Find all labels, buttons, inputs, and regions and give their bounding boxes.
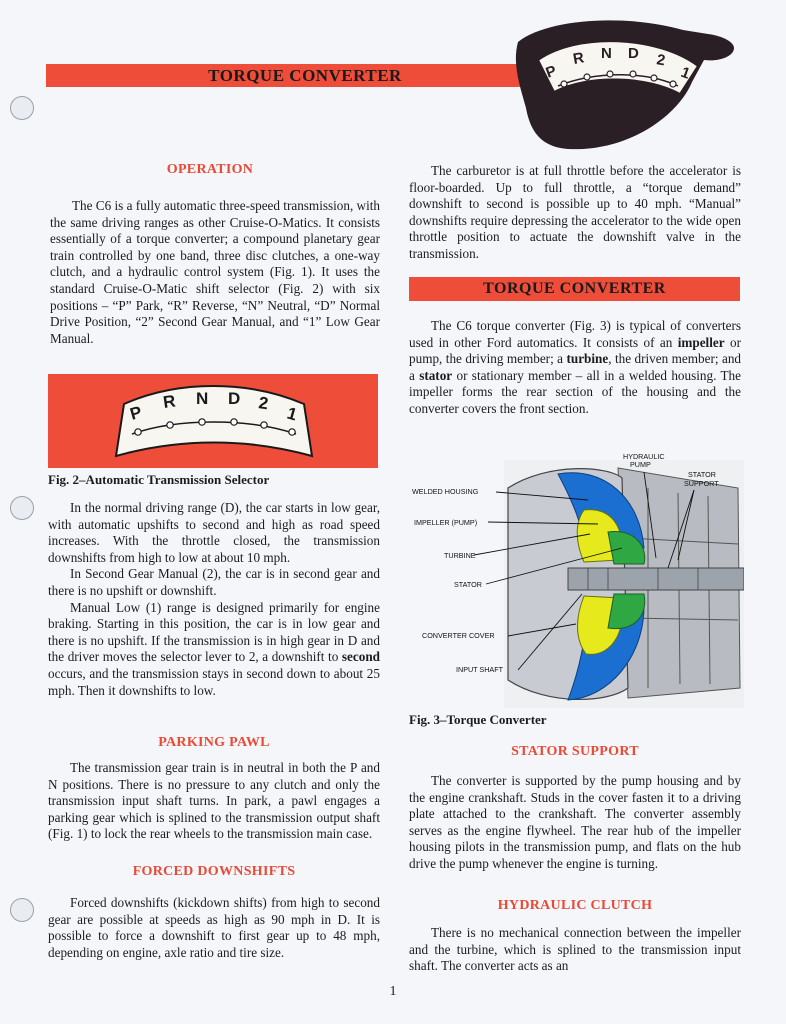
shift-letter: P [127, 402, 145, 424]
fig2-caption: Fig. 2–Automatic Transmission Selector [48, 472, 270, 487]
shift-letter: R [161, 391, 177, 412]
shift-letter: D [228, 389, 241, 408]
text-run: The C6 torque converter (Fig. 3) is typical of converters used in other Ford automatics. It consists of an [409, 318, 741, 350]
text-run: or pump, the driving member; a [409, 334, 741, 367]
drive-paragraph-2: In Second Gear Manual (2), the car is in second gear and there is no upshift or downshift. [48, 566, 380, 598]
parking-paragraph: The transmission gear train is in neutral in both the P and N positions. There is no pressure to any clutch and only the transmission input shaft turns. In park, a pawl engages a parking gear which is splined to the transmission output shaft (Fig. 1) to lock the rear wheels to the transmission main case. [48, 760, 380, 842]
heading-text: HYDRAULIC CLUTCH [497, 898, 653, 913]
heading-text: OPERATION [166, 162, 254, 177]
section-heading-stator [409, 744, 741, 760]
label-input-shaft: INPUT SHAFT [456, 665, 503, 674]
text-run: or stationary member – all in a welded housing. The impeller forms the rear section of the housing and the converter covers the front section. [409, 367, 741, 416]
text-run: Manual Low (1) range is designed primarily for engine braking. Starting in this position, the car is in low gear and there is no upshift. If the transmission is in high gear in D and the driver moves the selector lever to 2, a downshift to [48, 599, 380, 665]
driving-range-text [48, 500, 380, 699]
label-hydraulic-pump: PUMP [630, 460, 651, 469]
section-banner-converter [409, 277, 740, 301]
shift-letter: N [601, 45, 612, 62]
shift-letter: N [196, 389, 209, 408]
label-welded-housing: WELDED HOUSING [412, 487, 479, 496]
shift-selector-illustration [48, 374, 378, 468]
label-turbine: TURBINE [444, 551, 476, 560]
heading-text: STATOR SUPPORT [511, 744, 639, 759]
transmission-illustration [508, 12, 740, 154]
label-stator-support: STATOR [688, 470, 716, 479]
torque-converter-cutaway [408, 448, 744, 710]
bold-term: second [341, 649, 380, 665]
section-heading-operation [50, 162, 370, 178]
heading-text: TORQUE CONVERTER [483, 280, 666, 297]
shift-letter: D [628, 45, 639, 62]
shift-letter: P [543, 62, 559, 82]
shift-letter: 1 [284, 403, 300, 425]
heading-text: PARKING PAWL [158, 735, 270, 750]
section-heading-forced [48, 864, 380, 880]
binder-hole-middle [10, 496, 34, 520]
text-run: , the driven member; and a [409, 351, 742, 383]
heading-text: FORCED DOWNSHIFTS [132, 864, 296, 879]
text-run: occurs, and the transmission stays in second down to about 25 mph. Then it downshifts to low. [48, 665, 380, 698]
drive-paragraph-3 [48, 600, 380, 700]
stator-paragraph: The converter is supported by the pump housing and by the engine crankshaft. Studs in the cover fasten it to a driving plate attached to the crankshaft. The converter assembly serves as the engine flywheel. The rear hub of the impeller housing pilots in the transmission pump, and flats on the hub drive the pump whenever the engine is turning. [409, 773, 741, 871]
section-heading-clutch [409, 898, 741, 914]
drive-paragraph-1: In the normal driving range (D), the car starts in low gear, with automatic upshifts to second and high as road speed increases. With the throttle closed, the transmission downshifts from high to low at about 10 mph. [48, 500, 380, 565]
clutch-paragraph: There is no mechanical connection between the impeller and the turbine, which is splined to the transmission input shaft. The converter acts as an [409, 925, 741, 974]
fig3-caption: Fig. 3–Torque Converter [409, 712, 547, 727]
shift-letter: 2 [655, 51, 667, 70]
shift-letter: R [571, 49, 586, 68]
binder-hole-top [10, 96, 34, 120]
label-stator-support: SUPPORT [684, 479, 719, 488]
forced-paragraph: Forced downshifts (kickdown shifts) from high to second gear are possible at speeds as high as 90 mph in D. It is possible to force a downshift to first gear up to 48 mph, depending on engine, axle ratio and tire size. [48, 895, 380, 960]
label-stator: STATOR [454, 580, 482, 589]
bold-term: impeller [677, 334, 725, 350]
binder-hole-bottom [10, 898, 34, 922]
shift-letter: 2 [257, 393, 270, 414]
label-converter-cover: CONVERTER COVER [422, 631, 495, 640]
section-heading-parking [48, 735, 380, 751]
converter-paragraph [409, 318, 741, 418]
fig2-panel [48, 374, 378, 468]
bold-term: turbine [566, 351, 609, 367]
carburetor-paragraph: The carburetor is at full throttle before the accelerator is floor-boarded. Up to full throttle, a “torque demand” downshift to second is possible up to 40 mph. “Manual” downshifts require depressing the accelerator to the wide open throttle position to actuate the downshift valve in the transmission. [409, 163, 741, 261]
page-title: TORQUE CONVERTER [208, 66, 402, 85]
operation-paragraph: The C6 is a fully automatic three-speed transmission, with the same driving ranges as other Cruise-O-Matics. It consists essentially of a torque converter; a compound planetary gear train controlled by one band, three disc clutches, a one-way clutch, and a hydraulic control system (Fig. 1). It uses the standard Cruise-O-Matic shift selector (Fig. 2) with six positions – “P” Park, “R” Reverse, “N” Neutral, “D” Normal Drive Position, “2” Second Gear Manual, and “1” Low Gear Manual. [50, 198, 381, 346]
shift-letter: 1 [678, 63, 693, 83]
bold-term: stator [419, 367, 453, 383]
page-number: 1 [389, 984, 397, 999]
page-title-banner [46, 64, 564, 87]
label-impeller: IMPELLER (PUMP) [414, 518, 478, 527]
label-hydraulic-pump: HYDRAULIC [623, 452, 665, 461]
